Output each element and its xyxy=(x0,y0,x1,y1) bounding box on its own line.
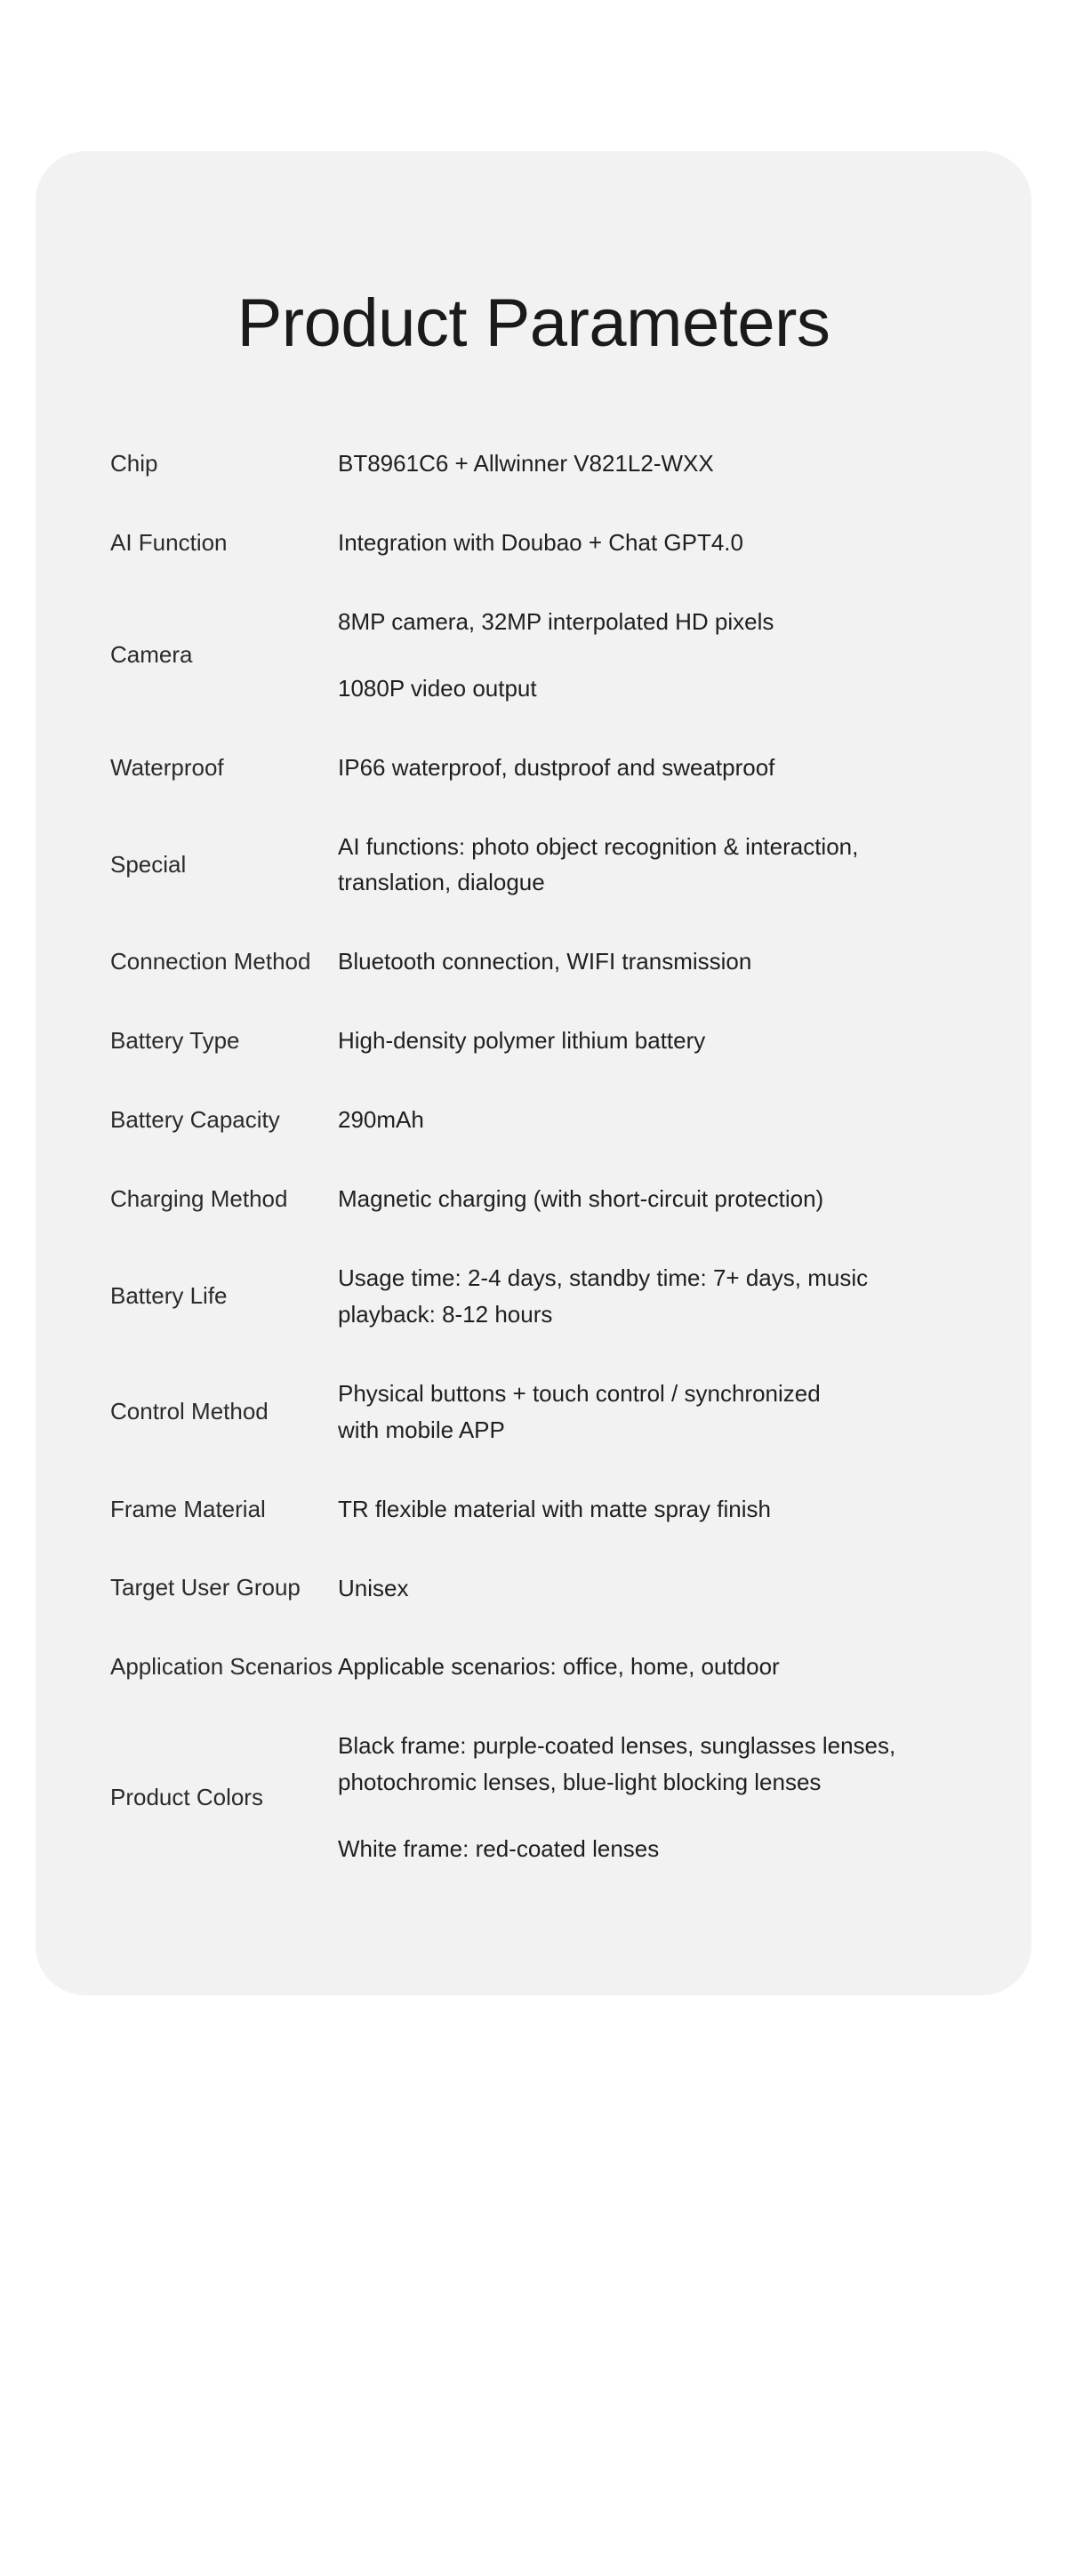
table-row xyxy=(36,1001,1031,1080)
table-row xyxy=(36,503,1031,582)
spec-value-line: 8MP camera, 32MP interpolated HD pixels xyxy=(338,607,774,635)
spec-label: Camera xyxy=(110,641,193,669)
spec-value-line: translation, dialogue xyxy=(338,869,545,896)
spec-label: Waterproof xyxy=(110,753,224,781)
spec-label: AI Function xyxy=(110,528,228,556)
spec-label: Special xyxy=(110,850,187,878)
spec-value xyxy=(338,1354,1031,1470)
spec-label: Connection Method xyxy=(110,948,311,975)
table-row xyxy=(36,807,1031,923)
spec-value-line: Usage time: 2-4 days, standby time: 7+ days, music xyxy=(338,1264,869,1291)
spec-value-line: High-density polymer lithium battery xyxy=(338,1027,706,1055)
spec-value xyxy=(338,1160,1031,1239)
spec-value-line: playback: 8-12 hours xyxy=(338,1300,553,1328)
table-row xyxy=(36,1706,1031,1889)
spec-value xyxy=(338,728,1031,807)
spec-value-line: BT8961C6 + Allwinner V821L2-WXX xyxy=(338,450,714,477)
table-row xyxy=(36,1080,1031,1160)
spec-value-line: 1080P video output xyxy=(338,674,537,702)
spec-value xyxy=(338,1627,1031,1706)
specifications-table-body xyxy=(36,424,1031,1889)
spec-value xyxy=(338,1470,1031,1549)
spec-label: Product Colors xyxy=(110,1784,263,1811)
spec-value xyxy=(338,1239,1031,1354)
page-title: Product Parameters xyxy=(237,285,830,361)
table-row xyxy=(36,582,1031,728)
spec-value xyxy=(338,922,1031,1001)
spec-label: Charging Method xyxy=(110,1184,288,1212)
spec-value-line: Magnetic charging (with short-circuit protection) xyxy=(338,1185,824,1213)
spec-value-line: Applicable scenarios: office, home, outdoor xyxy=(338,1653,780,1681)
spec-value xyxy=(338,1549,1031,1628)
spec-value-line: 290mAh xyxy=(338,1106,424,1134)
spec-value xyxy=(338,424,1031,503)
spec-value-line: IP66 waterproof, dustproof and sweatproof xyxy=(338,753,775,781)
spec-value-line: Integration with Doubao + Chat GPT4.0 xyxy=(338,528,743,556)
spec-label: Target User Group xyxy=(110,1574,301,1601)
specifications-table xyxy=(36,424,1031,1889)
spec-value-line: Physical buttons + touch control / synchronized xyxy=(338,1379,821,1407)
spec-label: Battery Type xyxy=(110,1027,240,1055)
spec-value-line: Unisex xyxy=(338,1574,409,1601)
spec-label: Chip xyxy=(110,449,158,477)
product-parameters-card xyxy=(36,151,1031,1995)
table-row xyxy=(36,1354,1031,1470)
table-row xyxy=(36,1470,1031,1549)
spec-label: Frame Material xyxy=(110,1495,266,1522)
spec-value-line: White frame: red-coated lenses xyxy=(338,1835,660,1863)
spec-label: Battery Life xyxy=(110,1282,228,1310)
spec-value-line: with mobile APP xyxy=(338,1416,505,1443)
spec-label: Application Scenarios xyxy=(110,1653,333,1681)
spec-value xyxy=(338,1080,1031,1160)
table-row xyxy=(36,1239,1031,1354)
spec-value xyxy=(338,1001,1031,1080)
table-row xyxy=(36,1627,1031,1706)
table-row xyxy=(36,1160,1031,1239)
spec-value-line: photochromic lenses, blue-light blocking lenses xyxy=(338,1769,822,1796)
spec-value xyxy=(338,582,1031,728)
spec-label: Battery Capacity xyxy=(110,1106,280,1134)
spec-value xyxy=(338,503,1031,582)
spec-value xyxy=(338,807,1031,923)
table-row xyxy=(36,424,1031,503)
spec-value xyxy=(338,1706,1031,1889)
table-row xyxy=(36,728,1031,807)
spec-value-line: TR flexible material with matte spray finish xyxy=(338,1495,771,1522)
spec-label: Control Method xyxy=(110,1398,269,1425)
table-row xyxy=(36,1549,1031,1628)
spec-value-line: AI functions: photo object recognition & interaction, xyxy=(338,832,859,860)
spec-value-line: Bluetooth connection, WIFI transmission xyxy=(338,948,752,975)
table-row xyxy=(36,922,1031,1001)
spec-value-line: Black frame: purple-coated lenses, sunglasses lenses, xyxy=(338,1732,896,1760)
